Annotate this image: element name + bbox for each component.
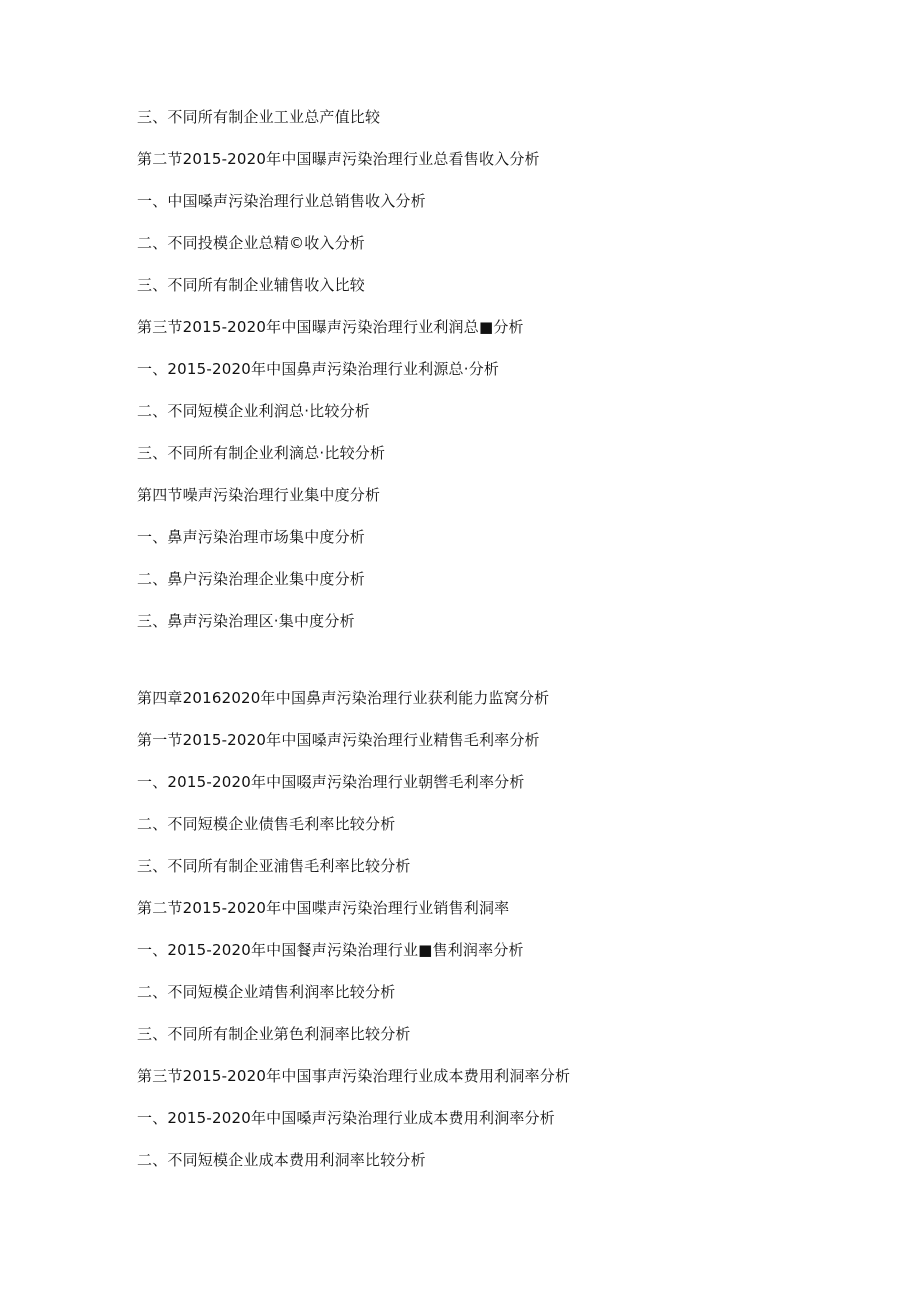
toc-line: 一、2015-2020年中国嗓声污染治理行业成本费用利涧率分析 — [137, 1109, 555, 1127]
toc-line: 一、2015-2020年中国餐声污染治理行业■售利润率分析 — [137, 941, 524, 959]
toc-line: 三、不同所有制企业第色利洞率比较分析 — [137, 1025, 411, 1043]
toc-line: 一、鼻声污染治理市场集中度分析 — [137, 528, 366, 546]
toc-line: 三、不同所有制企业工业总产值比较 — [137, 108, 381, 126]
toc-section-heading: 第三节2015-2020年中国事声污染治理行业成本费用利洞率分析 — [137, 1067, 571, 1085]
toc-section-heading: 第四节噪声污染治理行业集中度分析 — [137, 486, 381, 504]
toc-line: 二、不同短模企业利润总·比较分析 — [137, 402, 370, 420]
toc-line: 三、不同所有制企业利滴总·比较分析 — [137, 444, 386, 462]
toc-line: 三、不同所有制企亚浦售毛利率比较分析 — [137, 857, 411, 875]
toc-line: 一、中国嗓声污染治理行业总销售收入分析 — [137, 192, 426, 210]
toc-line: 二、不同短模企业债售毛利率比较分析 — [137, 815, 396, 833]
toc-line: 一、2015-2020年中国鼻声污染治理行业利源总·分析 — [137, 360, 500, 378]
toc-line: 三、鼻声污染治理区·集中度分析 — [137, 612, 355, 630]
toc-line: 二、不同短模企业成本费用利洞率比较分析 — [137, 1151, 426, 1169]
toc-line: 二、鼻户污染治理企业集中度分析 — [137, 570, 366, 588]
toc-chapter-heading: 第四章20162020年中国鼻声污染治理行业获利能力监窝分析 — [137, 689, 550, 707]
toc-line: 一、2015-2020年中国啜声污染治理行业朝辔毛利率分析 — [137, 773, 525, 791]
toc-line: 二、不同投模企业总精©收入分析 — [137, 234, 366, 252]
toc-section-heading: 第一节2015-2020年中国嗓声污染治理行业精售毛利率分析 — [137, 731, 540, 749]
toc-section-heading: 第二节2015-2020年中国喋声污染治理行业销售利洞率 — [137, 899, 510, 917]
toc-line: 二、不同短模企业靖售利润率比较分析 — [137, 983, 396, 1001]
toc-line: 三、不同所有制企业辅售收入比较 — [137, 276, 366, 294]
toc-section-heading: 第三节2015-2020年中国曝声污染治理行业利润总■分析 — [137, 318, 524, 336]
toc-section-heading: 第二节2015-2020年中国曝声污染治理行业总看售收入分析 — [137, 150, 540, 168]
